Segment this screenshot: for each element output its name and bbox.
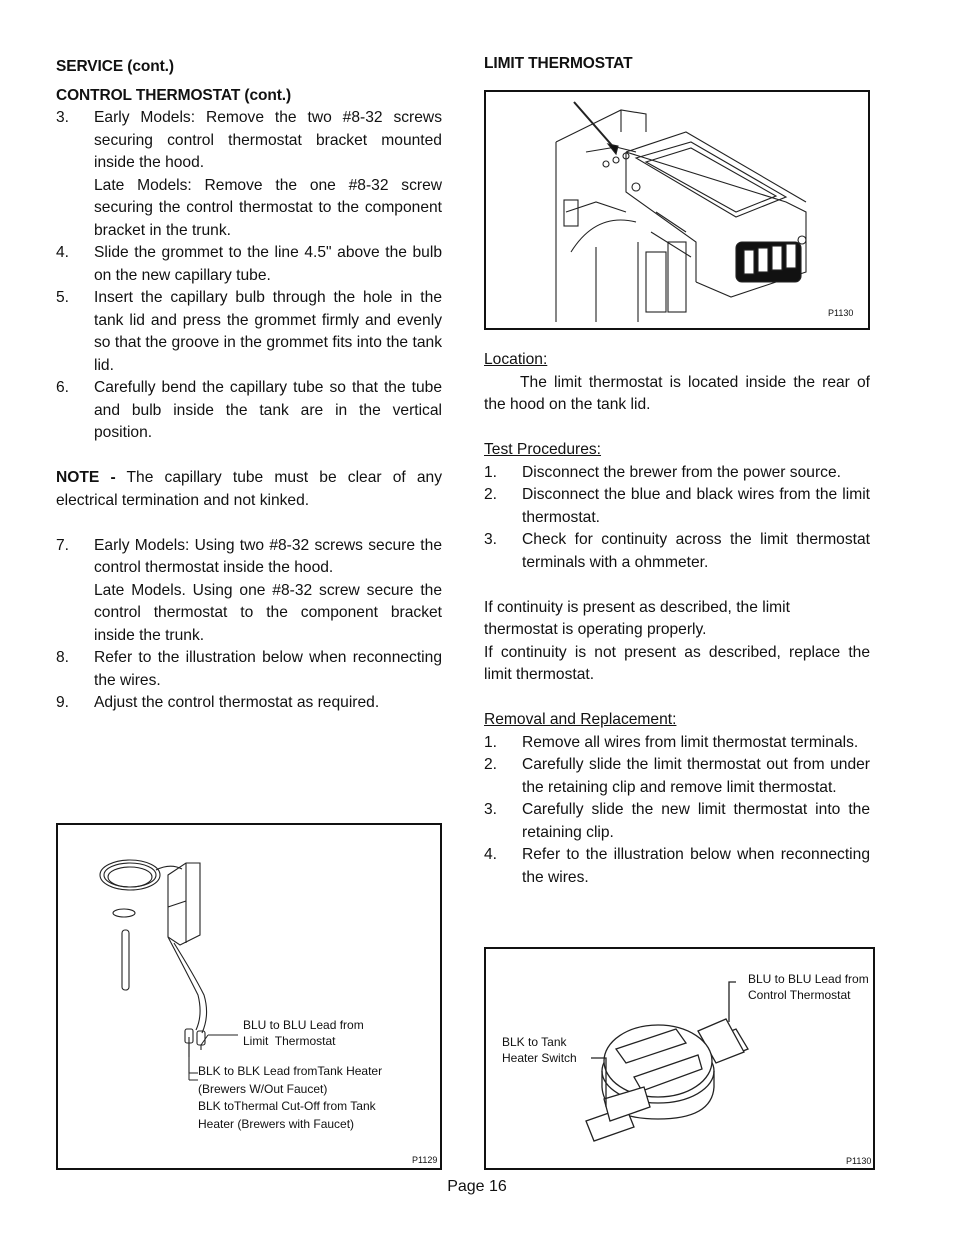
result-line-2: thermostat is operating properly. bbox=[484, 621, 707, 638]
blu-lead-label-left: BLU to BLU Lead from Limit Thermostat bbox=[243, 1018, 364, 1048]
step-item bbox=[56, 242, 442, 287]
step-text: Disconnect the blue and black wires from the limit thermostat. bbox=[522, 486, 870, 526]
step-item bbox=[484, 844, 870, 889]
step-item bbox=[484, 754, 870, 799]
control-thermostat-heading: CONTROL THERMOSTAT (cont.) bbox=[56, 87, 292, 104]
step-text: Refer to the illustration below when reconnecting the wires. bbox=[522, 846, 870, 886]
removal-steps-list bbox=[484, 732, 870, 890]
figure-code-bottom-left: P1129 bbox=[412, 1155, 438, 1165]
step-number: 6. bbox=[56, 379, 70, 396]
step-text: Early Models: Remove the two #8-32 screws securing control thermostat bracket mounted inside the hood. bbox=[94, 109, 442, 171]
step-text: Disconnect the brewer from the power source. bbox=[522, 463, 841, 481]
note-text: The capillary tube must be clear of any electrical termination and not kinked. bbox=[56, 469, 442, 509]
service-heading: SERVICE (cont.) bbox=[56, 58, 174, 75]
step-number: 3. bbox=[484, 801, 498, 818]
step-item bbox=[484, 799, 870, 844]
location-label: Location: bbox=[484, 351, 548, 368]
left-column bbox=[56, 56, 442, 715]
step-text: Check for continuity across the limit thermostat terminals with a ohmmeter. bbox=[522, 531, 870, 571]
step-item bbox=[56, 377, 442, 445]
step-text: Adjust the control thermostat as required. bbox=[94, 694, 380, 711]
step-text: Early Models: Using two #8-32 screws secure the control thermostat inside the hood. bbox=[94, 536, 442, 576]
step-item bbox=[56, 287, 442, 377]
step-item bbox=[484, 462, 870, 485]
step-text: Slide the grommet to the line 4.5" above the bulb on the new capillary tube. bbox=[94, 244, 442, 284]
brewer-hood-illustration bbox=[486, 92, 868, 328]
note-label: NOTE - bbox=[56, 469, 116, 486]
figure-code-top: P1130 bbox=[828, 308, 854, 318]
step-number: 5. bbox=[56, 289, 70, 306]
step-item bbox=[56, 692, 442, 715]
step-number: 1. bbox=[484, 733, 498, 751]
removal-label: Removal and Replacement: bbox=[484, 711, 677, 728]
control-thermostat-wiring-figure bbox=[56, 823, 442, 1170]
test-procedures-label: Test Procedures: bbox=[484, 441, 602, 458]
brewer-hood-figure bbox=[484, 90, 870, 330]
step-text: Remove all wires from limit thermostat terminals. bbox=[522, 733, 859, 751]
step-text: Carefully slide the new limit thermostat into the retaining clip. bbox=[522, 801, 870, 841]
step-text: Refer to the illustration below when reconnecting the wires. bbox=[94, 649, 442, 689]
step-number: 2. bbox=[484, 486, 498, 503]
right-column-header bbox=[484, 53, 870, 75]
result-line-3: If continuity is not present as described, replace the limit thermostat. bbox=[484, 643, 870, 683]
step-item bbox=[56, 107, 442, 242]
step-item bbox=[484, 484, 870, 529]
control-steps-list-a bbox=[56, 107, 442, 445]
location-text: The limit thermostat is located inside the rear of the hood on the tank lid. bbox=[484, 373, 870, 413]
step-number: 3. bbox=[484, 531, 498, 548]
step-text: Late Models. Using one #8-32 screw secure the control thermostat to the component bracket inside the trunk. bbox=[94, 581, 442, 644]
step-number: 3. bbox=[56, 109, 70, 126]
step-number: 7. bbox=[56, 536, 70, 554]
limit-thermostat-wiring-figure bbox=[484, 947, 875, 1170]
step-number: 9. bbox=[56, 694, 70, 711]
step-text: Carefully bend the capillary tube so that the tube and bulb inside the tank are in the vertical position. bbox=[94, 379, 442, 441]
step-item bbox=[56, 647, 442, 692]
step-number: 8. bbox=[56, 649, 70, 666]
step-number: 2. bbox=[484, 756, 498, 773]
step-text: Late Models: Remove the one #8-32 screw securing the control thermostat to the component bracket in the trunk. bbox=[94, 176, 442, 239]
test-steps-list bbox=[484, 462, 870, 575]
note-paragraph bbox=[56, 467, 442, 512]
blk-lead-label-right: BLK to Tank Heater Switch bbox=[502, 1035, 577, 1065]
limit-thermostat-heading: LIMIT THERMOSTAT bbox=[484, 55, 633, 72]
blk-lead-label-left: BLK to BLK Lead fromTank Heater (Brewers W/Out Faucet) BLK toThermal Cut-Off from Tank Heater (Brewers with Faucet) bbox=[198, 1064, 383, 1131]
step-number: 1. bbox=[484, 463, 498, 481]
page-number: Page 16 bbox=[447, 1178, 507, 1195]
blu-lead-label-right: BLU to BLU Lead from Control Thermostat bbox=[748, 972, 869, 1002]
right-column-body bbox=[484, 349, 870, 889]
step-text: Carefully slide the limit thermostat out from under the retaining clip and remove limit thermostat. bbox=[522, 756, 870, 796]
step-item bbox=[56, 535, 442, 648]
step-number: 4. bbox=[484, 846, 498, 863]
step-number: 4. bbox=[56, 244, 70, 261]
step-item bbox=[484, 732, 870, 755]
step-text: Insert the capillary bulb through the hole in the tank lid and press the grommet firmly and evenly so that the groove in the grommet fits into the tank lid. bbox=[94, 289, 442, 374]
figure-code-bottom-right: P1130 bbox=[846, 1156, 872, 1166]
step-item bbox=[484, 529, 870, 574]
control-steps-list-b bbox=[56, 535, 442, 715]
result-line-1: If continuity is present as described, the limit bbox=[484, 598, 790, 616]
